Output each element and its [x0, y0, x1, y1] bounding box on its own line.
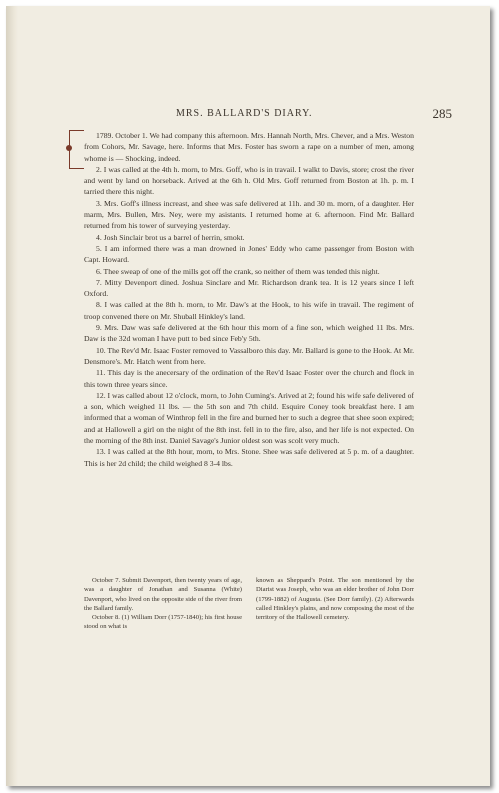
entry-oct-13: 13. I was called at the 8th hour, morn, to Mrs. Stone. Shee was safe delivered at 5 p. m. of a daughter. This is her 2d child; the child weighed 8 3-4 lbs.	[84, 447, 414, 468]
entry-oct-3: 3. Mrs. Goff's illness increast, and shee was safe delivered at 11h. and 30 m. morn, of a daughter. Her marm, Mrs. Bullen, Mrs. Ney, were my asistants. I returned home at 6. afternoon. Find Mr. Ballard returned from his tower of surveying yesterday.	[84, 198, 414, 231]
footnotes	[84, 576, 414, 632]
margin-bracket-mark	[69, 130, 84, 169]
entry-oct-4: 4. Josh Sinclair brot us a barrel of herrin, smokt.	[96, 232, 245, 242]
entry-oct-1: 1789. October 1. We had company this afternoon. Mrs. Hannah North, Mrs. Chever, and a Mrs. Weston from Cohors, Mr. Savage, here. Informs that Mrs. Foster has sworn a rape on a number of men, among whome is — Shocking, indeed.	[84, 131, 414, 163]
entry-oct-7: 7. Mitty Devenport dined. Joshua Sinclare and Mr. Richardson drank tea. It is 12 years since I left Oxford.	[84, 277, 414, 299]
footnote-oct-8-continued: known as Sheppard's Point. The son mentioned by the Diarist was Joseph, who was an elder brother of John Dorr (1799-1882) of Augusta. (See Dorr family). (2) Afterwards called Hinkley's plains, and now composing the most of the territory of the Hallowell cemetery.	[256, 577, 414, 622]
book-page	[6, 6, 490, 786]
entry-oct-12: 12. I was called about 12 o'clock, morn, to John Cuming's. Arived at 2; found his wife safe delivered of a son, which weighed 11 lbs. — the 5th son and 7th child. Esquire Coney took breakfast here. I am informed that a woman of Winthrop fell in the fire and burned her to such a degree that shee soon expired; and at Hallowell a girl on the night of the 8th inst. fell in to the fire, also, and her life is not expected. On the morning of the 8th inst. Daniel Savage's Junior oldest son was scolt very much.	[84, 390, 414, 446]
diary-entries	[84, 130, 414, 469]
running-title: MRS. BALLARD'S DIARY.	[176, 108, 313, 119]
entry-oct-11: 11. This day is the anecersary of the ordination of the Rev'd Isaac Foster over the church and flock in this town three years since.	[84, 368, 414, 389]
page-number: 285	[432, 106, 452, 121]
entry-oct-10: 10. The Rev'd Mr. Isaac Foster removed to Vassalboro this day. Mr. Ballard is gone to the Hook. At Mr. Densmore's. Mr. Hatch went from here.	[84, 345, 414, 366]
bracket-dot	[66, 145, 72, 151]
footnote-oct-7: October 7. Submit Davenport, then twenty years of age, was a daughter of Jonathan and Susanna (White) Davenport, who lived on the opposite side of the river from the Ballard family.	[84, 577, 242, 612]
entry-oct-9: 9. Mrs. Daw was safe delivered at the 6th hour this morn of a fine son, which weighed 11 lbs. Mrs. Daw is the 32d woman I have putt to bed since Feb'y 5th.	[84, 323, 414, 344]
entry-oct-8: 8. I was called at the 8th h. morn, to Mr. Daw's at the Hook, to his wife in travail. The regiment of troop convened there on Mr. Shuball Hinkley's land.	[84, 300, 414, 321]
footnotes-left-column	[84, 576, 242, 632]
footnotes-right-column	[256, 576, 414, 632]
page-spine-shadow	[6, 6, 18, 786]
entry-oct-6: 6. Thee sweap of one of the mills got off the crank, so neither of them was tended this night.	[96, 266, 380, 276]
entry-oct-2: 2. I was called at the 4th h. morn, to Mrs. Goff, who is in travail. I walkt to Davis, store; crost the river and went by land on horseback. Arived at the 6th h. Old Mrs. Goff returned from Boston at 1h. p. m. I tarried there this night.	[84, 164, 414, 197]
entry-oct-5: 5. I am informed there was a man drowned in Jones' Eddy who came passenger from Boston with Capt. Howard.	[84, 243, 414, 265]
footnote-oct-8: October 8. (1) William Dorr (1757-1840); his first house stood on what is	[84, 614, 242, 631]
